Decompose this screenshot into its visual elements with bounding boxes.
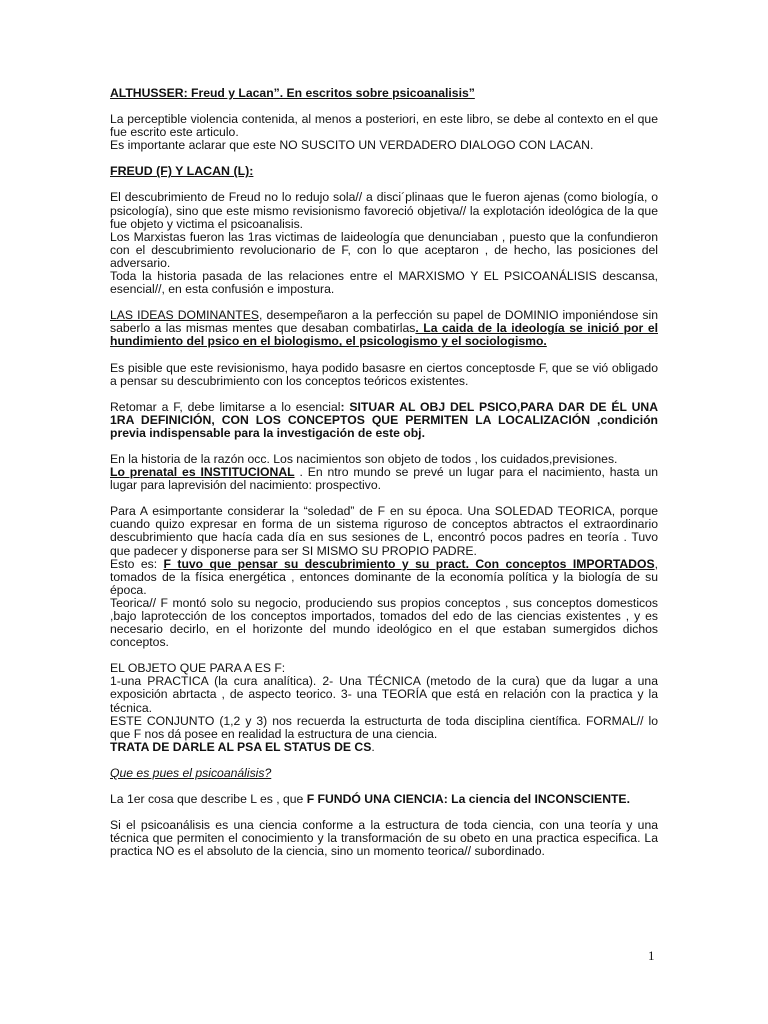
- discovery-line-3: Toda la historia pasada de las relaciones entre el MARXISMO Y EL PSICOANÁLISIS descansa, esencial//, en esta confusión e impostura.: [110, 269, 658, 297]
- document-title: ALTHUSSER: Freud y Lacan”. En escritos sobre psicoanalisis”: [110, 86, 475, 100]
- object-line-1: EL OBJETO QUE PARA A ES F:: [110, 661, 286, 676]
- document-body: [110, 87, 658, 871]
- object-line-3: ESTE CONJUNTO (1,2 y 3) nos recuerda la estructurta de toda disciplina científica. FORMAL// lo que F nos dá posee en realidad la estructura de una ciencia.: [110, 713, 658, 741]
- page-number: 1: [648, 948, 655, 963]
- paragraph-practice: Si el psicoanálisis es una ciencia conforme a la estructura de toda ciencia, con una teoría y una técnica que permiten el conocimiento y la transformación de su obeto en una practica especifica. La practica NO es el absoluto de la ciencia, sino un momento teorica// subordinado.: [110, 818, 658, 859]
- paragraph-object: [110, 662, 658, 754]
- return-text: Retomar a F, debe limitarse a lo esencial: [110, 399, 341, 414]
- dominant-ideas-text: , desempeñaron a la perfección su papel de DOMINIO imponiéndose sin saberlo a las mismas mentes que desaban combatirlas: [110, 308, 659, 336]
- paragraph-return-to-freud: [110, 401, 658, 440]
- intro-line-1: La perceptible violencia contenida, al menos a posteriori, en este libro, se debe al contexto en el que fue escrito este articulo.: [110, 112, 658, 140]
- solitude-text-1: Esto es:: [110, 556, 164, 571]
- section-heading-freud-lacan: FREUD (F) Y LACAN (L):: [110, 164, 254, 179]
- object-line-4-end: .: [371, 739, 375, 754]
- paragraph-revisionism: Es pisible que este revisionismo, haya podido basasre en ciertos conceptosde F, que se vió obligado a pensar su descubrimiento con los conceptos teóricos existentes.: [110, 360, 658, 388]
- solitude-line-1: Para A esimportante considerar la “soledad” de F en su época. Una SOLEDAD TEORICA, porque cuando quizo expresar en forma de un sistema riguroso de conceptos abtractos el extraordinario descubrimiento que hacía cada día en sus sesiones de L, encontró pocos padres en teoría . Tuvo que padecer y disponerse para ser SI MISMO SU PROPIO PADRE.: [110, 504, 658, 558]
- section-heading-what-is-psychoanalysis: Que es pues el psicoanálisis?: [110, 765, 272, 780]
- solitude-emphasis: F tuvo que pensar su descubrimiento y su pract. Con conceptos IMPORTADOS: [163, 556, 655, 571]
- object-line-2: 1-una PRACTICA (la cura analítica). 2- Una TÉCNICA (metodo de la cura) que da lugar a una exposición abrtacta , de aspecto teorico. 3- una TEORÍA que está en relación con la practica y la técnica.: [110, 674, 658, 715]
- paragraph-history: [110, 453, 658, 492]
- object-line-4-bold: TRATA DE DARLE AL PSA EL STATUS DE CS: [110, 739, 372, 754]
- history-underlined: Lo prenatal es INSTITUCIONAL: [110, 465, 295, 480]
- history-line-1: En la historia de la razón occ. Los nacimientos son objeto de todos , los cuidados,previsiones.: [110, 451, 618, 466]
- dominant-ideas-emphasis: . La caida de la ideología se inició por el hundimiento del psico en el biologismo, el psicologismo y el sociologismo.: [110, 321, 658, 349]
- solitude-line-3: Teorica// F montó solo su negocio, produciendo sus propios conceptos , sus conceptos domesticos ,bajo laprotección de los conceptos importados, tomados del edo de las ciencias existentes , y es necesario decirlo, en el horizonte del mundo ideológico en el que estaban sumergidos dichos conceptos.: [110, 595, 658, 650]
- paragraph-discovery: [110, 191, 658, 296]
- paragraph-intro: [110, 113, 658, 152]
- paragraph-dominant-ideas: [110, 309, 658, 348]
- paragraph-science: [110, 793, 658, 806]
- history-text: . En ntro mundo se prevé un lugar para el nacimiento, hasta un lugar para laprevisión del nacimiento: prospectivo.: [110, 465, 659, 493]
- paragraph-solitude: [110, 505, 658, 649]
- discovery-line-1: El descubrimiento de Freud no lo redujo sola// a disci´plinaas que le fueron ajenas (como biología, o psicología), sino que este mismo revisionismo favoreció objetiva// la explotación ideológica de la que fue objeto y victima el psicoanalisis.: [110, 190, 658, 231]
- intro-line-2: Es importante aclarar que este NO SUSCITO UN VERDADERO DIALOGO CON LACAN.: [110, 138, 594, 153]
- science-emphasis: F FUNDÓ UNA CIENCIA: La ciencia del INCONSCIENTE.: [306, 792, 630, 807]
- solitude-text-2: , tomados de la física energética , entonces dominante de la economía política y la biología de su época.: [110, 556, 658, 597]
- return-emphasis: : SITUAR AL OBJ DEL PSICO,PARA DAR DE ÉL UNA 1RA DEFINICIÓN, CON LOS CONCEPTOS QUE PERMITEN LA LOCALIZACIÓN ,condición previa indispensable para la investigación de este obj.: [110, 399, 658, 440]
- dominant-ideas-underlined: LAS IDEAS DOMINANTES: [110, 308, 259, 323]
- discovery-line-2: Los Marxistas fueron las 1ras victimas de laideología que denunciaban , puesto que la confundieron con el descubrimiento revolucionario de F, con lo que aceptaron , de hecho, las posiciones del adversario.: [110, 229, 658, 270]
- science-text: La 1er cosa que describe L es , que: [110, 792, 307, 807]
